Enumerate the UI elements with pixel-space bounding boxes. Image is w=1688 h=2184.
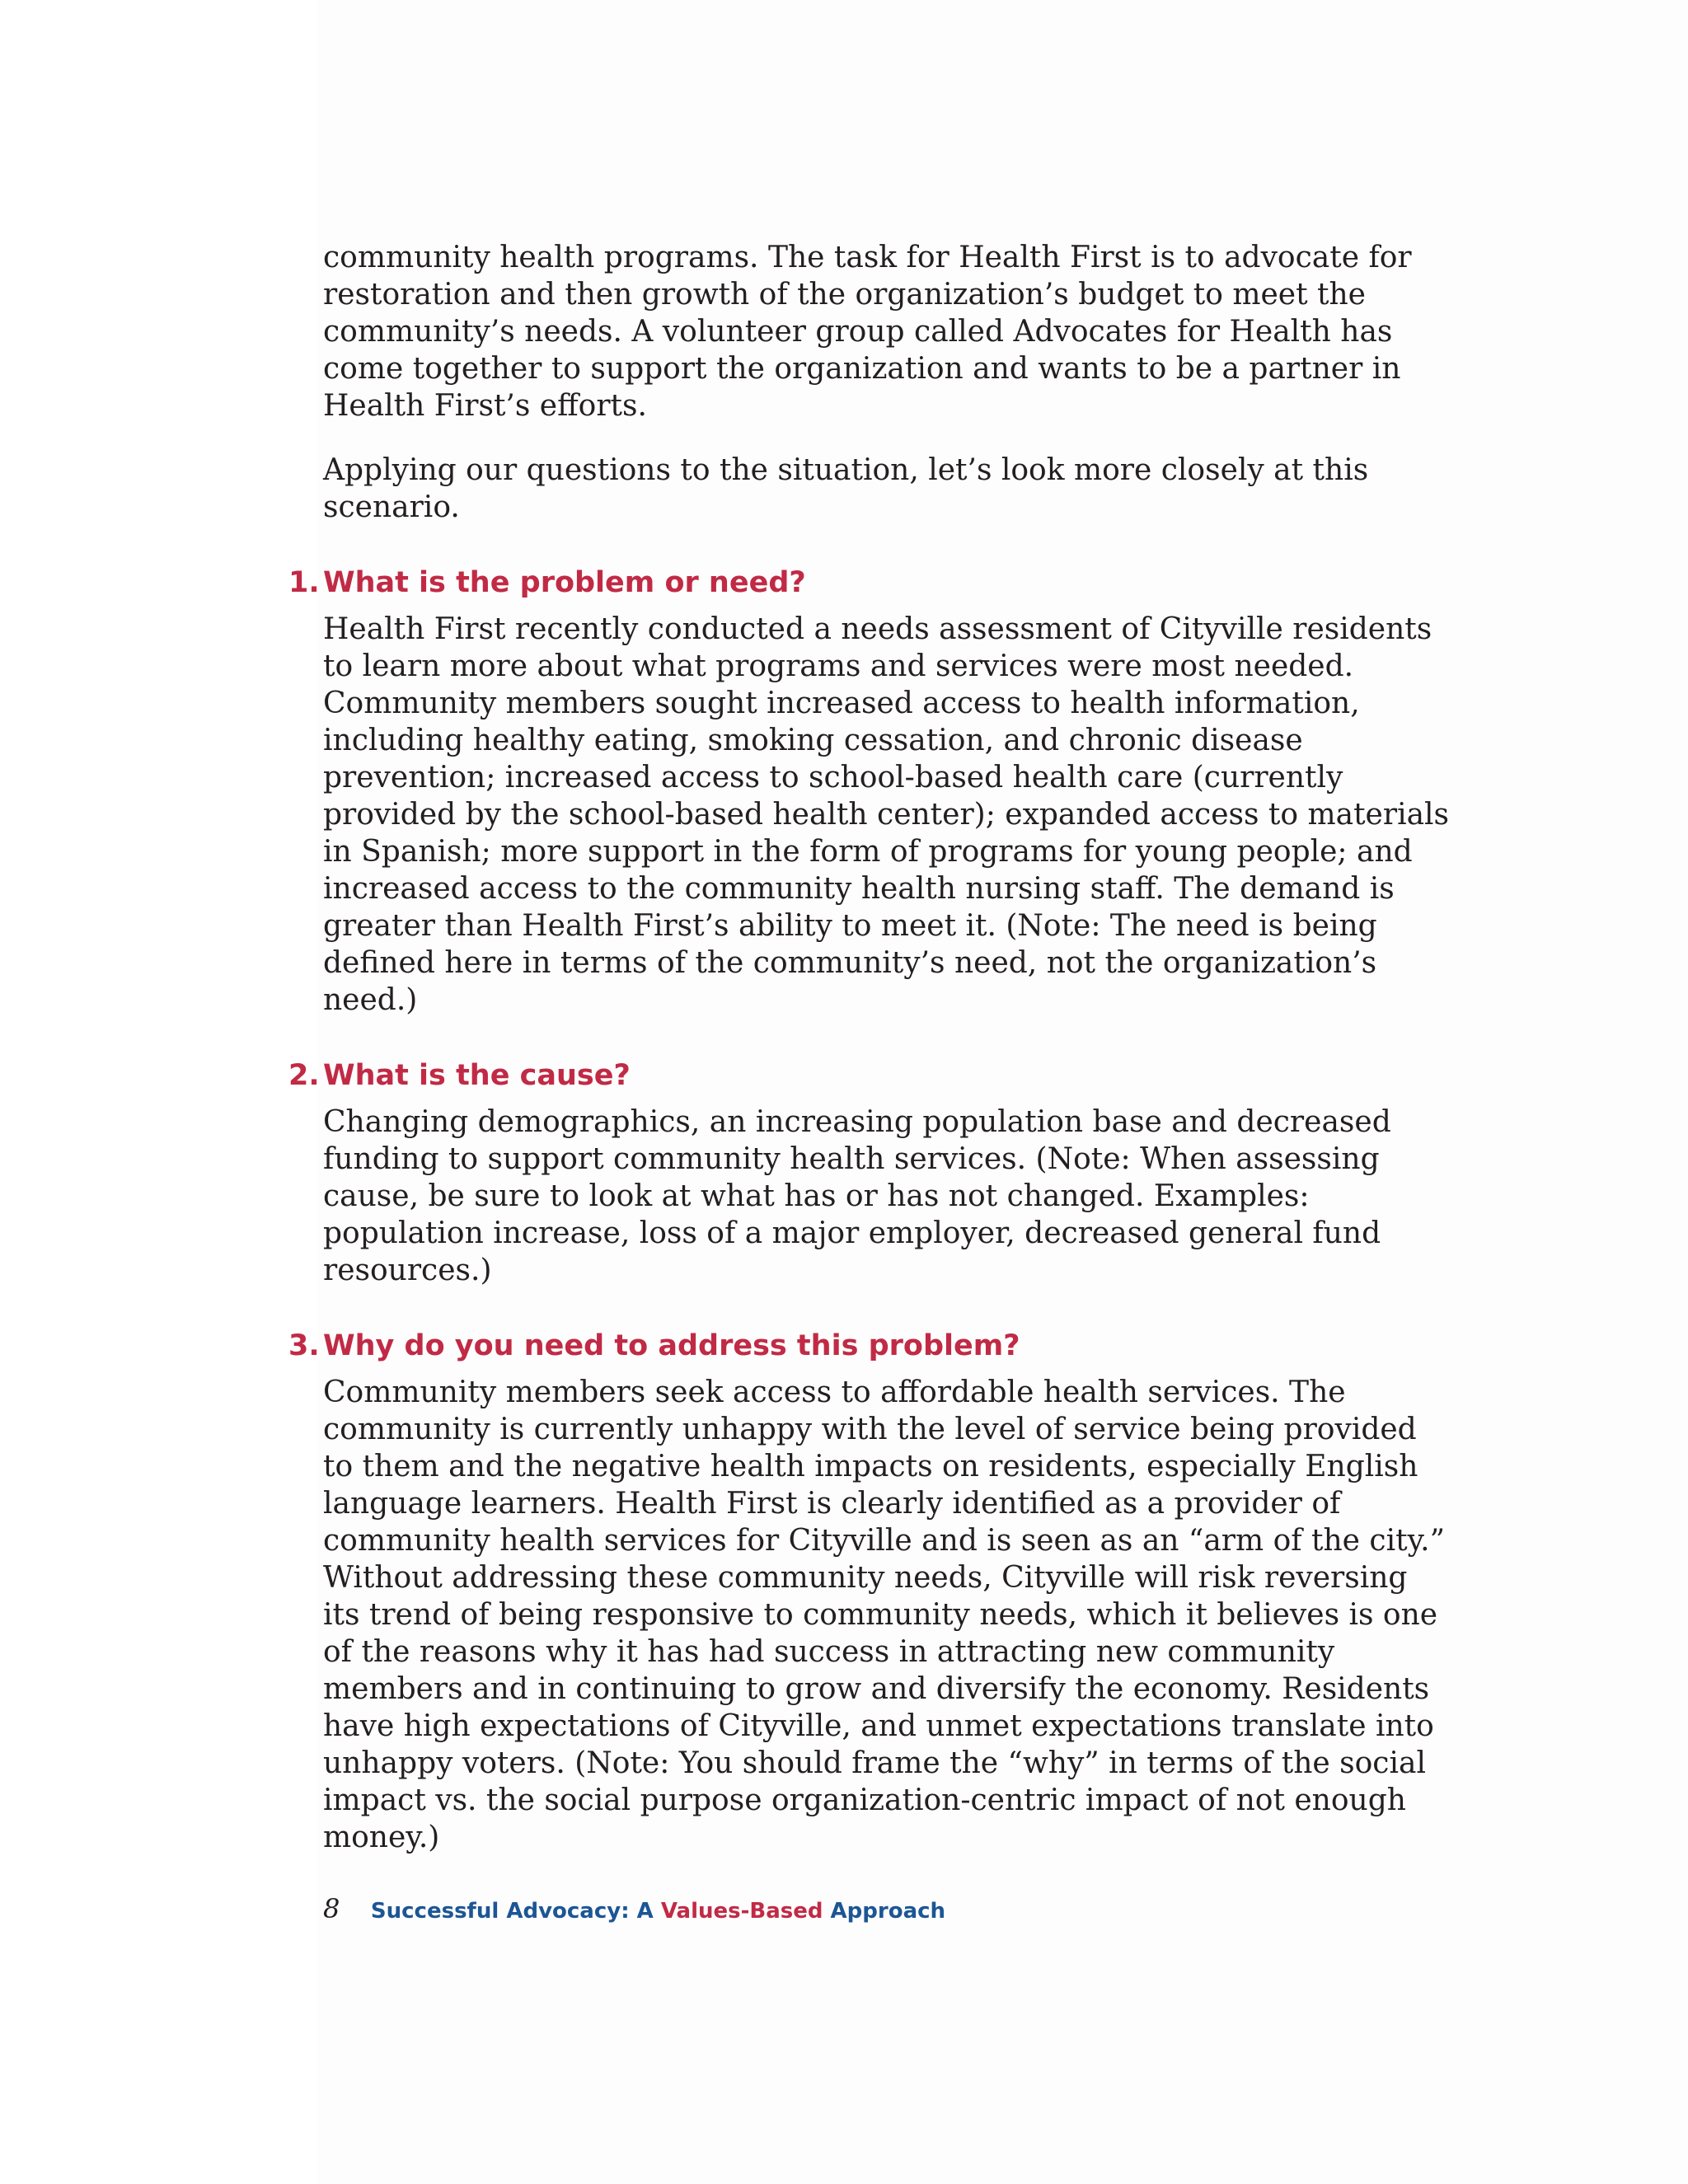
publication-title-part: Approach — [823, 1899, 946, 1924]
publication-title-part: Successful Advocacy: A — [370, 1899, 661, 1924]
page-footer — [323, 1892, 945, 1928]
section-heading-text: Why do you need to address this problem? — [323, 1329, 1020, 1362]
section-heading — [288, 563, 1452, 602]
section-heading-text: What is the cause? — [323, 1059, 631, 1092]
intro-paragraph: Applying our questions to the situation, let’s look more closely at this scenario. — [323, 453, 1369, 524]
section-number: 1. — [288, 566, 320, 599]
section-heading-text: What is the problem or need? — [323, 566, 806, 599]
section-problem — [288, 563, 1452, 1019]
page-content — [288, 239, 1452, 1856]
page-number: 8 — [323, 1893, 340, 1924]
section-body: Community members seek access to affordable health services. The community is currently unhappy with the level of service being provided to them and the negative health impacts on residents, especially English language learners. Health First is clearly identified as a provider of community health services for Cityville and is seen as an “arm of the city.” Without addressing these community needs, Cityville will risk reversing its trend of being responsive to community needs, which it believes is one of the reasons why it has had success in attracting new community members and in continuing to grow and diversify the economy. Residents have high expectations of Cityville, and unmet expectations translate into unhappy voters. (Note: You should frame the “why” in terms of the social impact vs. the social purpose organization-centric impact of not enough money.) — [323, 1376, 1445, 1854]
section-why — [288, 1326, 1452, 1856]
section-heading — [288, 1056, 1452, 1095]
publication-title-emphasis: Values-Based — [660, 1899, 823, 1924]
section-body: Changing demographics, an increasing population base and decreased funding to support community health services. (Note: When assessing cause, be sure to look at what has or has not changed. Examples: population increase, loss of a major employer, decreased general fund resources.) — [323, 1105, 1391, 1287]
section-heading — [288, 1326, 1452, 1366]
section-cause — [288, 1056, 1452, 1289]
section-body: Health First recently conducted a needs assessment of Cityville residents to learn more about what programs and services were most needed. Community members sought increased access to health information, including healthy eating, smoking cessation, and chronic disease prevention; increased access to school-based health care (currently provided by the school-based health center); expanded access to materials in Spanish; more support in the form of programs for young people; and increased access to the community health nursing staff. The demand is greater than Health First’s ability to meet it. (Note: The need is being defined here in terms of the community’s need, not the organization’s need.) — [323, 612, 1450, 1017]
publication-title — [371, 1899, 945, 1924]
section-number: 2. — [288, 1059, 320, 1092]
section-number: 3. — [288, 1329, 320, 1362]
intro-paragraph: community health programs. The task for Health First is to advocate for restoration and then growth of the organization’s budget to meet the community’s needs. A volunteer group called Advocates for Health has come together to support the organization and wants to be a partner in Health First’s efforts. — [323, 241, 1412, 423]
